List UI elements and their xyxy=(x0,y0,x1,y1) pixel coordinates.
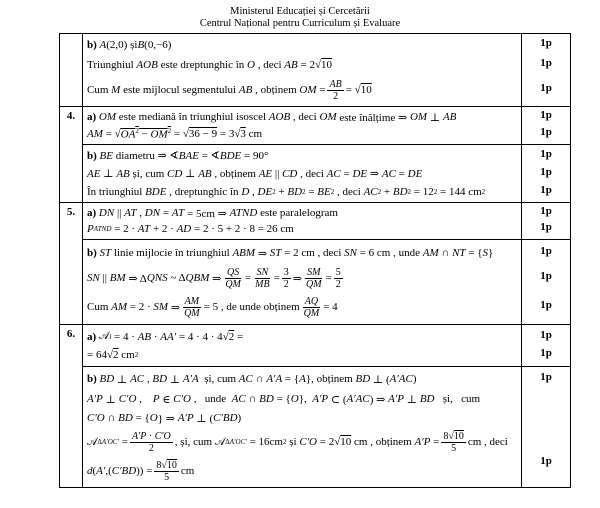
answer-line: d ( A′ ,( C′BD )) = $\frac{8√10}{5}$ cm xyxy=(87,459,195,483)
points-label: 1p xyxy=(540,109,552,121)
points-cell xyxy=(522,203,571,240)
header-ministry: Ministerul Educației și Cercetării xyxy=(230,6,370,17)
table-row xyxy=(60,325,571,367)
problem-number xyxy=(60,34,83,107)
answer-line: = 64√ 2 cm 2 xyxy=(87,349,139,361)
answer-cell xyxy=(83,107,522,145)
points-cell xyxy=(522,107,571,145)
problem-number: 5. xyxy=(60,203,83,325)
points-label: 1p xyxy=(540,205,552,217)
points-cell xyxy=(522,240,571,325)
points-cell xyxy=(522,34,571,107)
table-row xyxy=(60,240,571,325)
answer-cell xyxy=(83,367,522,488)
points-label: 1p xyxy=(540,270,552,282)
answer-line: 𝒜 ΔA′OC′ = $\frac{A'P \cdot C'O}{2}$ , și, cum 𝒜 ΔA′OC′ = 16cm 2 și C′O = 2√ 10 cm , obținem A′P = $\frac{8√10}{5}$ cm , deci xyxy=(87,430,508,454)
answer-line: AE ⊥ AB și, cum CD ⊥ AB , obținem AE || CD , deci AC = DE ⇒ AC = DE xyxy=(87,167,423,180)
points-label: 1p xyxy=(540,245,552,257)
table-row xyxy=(60,34,571,107)
table-row xyxy=(60,367,571,488)
answer-line: AM = √ $OA^2 - OM^2$ = √ 36 − 9 = 3√ 3 cm xyxy=(87,126,263,141)
problem-number: 6. xyxy=(60,325,83,488)
table-row xyxy=(60,145,571,203)
answer-line: a) 𝒜 l = 4 · AB · AA′ = 4 · 4 · 4√ 2 = xyxy=(87,330,244,343)
answer-cell xyxy=(83,145,522,203)
points-label: 1p xyxy=(540,455,552,467)
points-label: 1p xyxy=(540,347,552,359)
answer-line: b) BE diametru ⇒ ∢ BAE = ∢ BDE = 90° xyxy=(87,149,269,162)
points-label: 1p xyxy=(540,37,552,49)
header-center: Centrul Național pentru Curriculum și Evaluare xyxy=(199,18,401,29)
answer-cell xyxy=(83,240,522,325)
answer-line: Cum AM = 2 · SM ⇒ $\frac{AM}{QM}$ = 5 , de unde obținem $\frac{AQ}{QM}$ = 4 xyxy=(87,295,338,319)
answer-line: SN || BM ⇒ Δ QNS ~ Δ QBM ⇒ $\frac{QS}{QM}$ = $\frac{SN}{MB}$ = $\frac{3}{2}$ ⇒ $\frac{SM}{QM}$ = $\frac{5}{2}$ xyxy=(87,266,341,290)
answer-line: În triunghiul BDE , dreptunghic în D , DE 2 + BD 2 = BE 2 , deci AC 2 + BD 2 = 12 2 = 144 cm 2 xyxy=(87,185,486,198)
answer-line: P ATND = 2 · AT + 2 · AD = 2 · 5 + 2 · 8 = 26 cm xyxy=(87,223,294,235)
document-header xyxy=(0,6,600,30)
points-cell xyxy=(522,145,571,203)
answer-line: Cum M este mijlocul segmentului AB , obținem OM = $\frac{AB}{2}$ = √ 10 xyxy=(87,78,372,102)
points-label xyxy=(522,407,570,425)
answer-cell xyxy=(83,325,522,367)
points-label: 1p xyxy=(540,328,552,341)
answer-line: Triunghiul AOB este dreptunghic în O , deci AB = 2√ 10 xyxy=(87,59,332,71)
table-row xyxy=(60,203,571,240)
problem-number: 4. xyxy=(60,107,83,203)
points-label: 1p xyxy=(540,371,552,383)
answer-line: a) DN || AT , DN = AT = 5cm ⇒ ATND este paralelogram xyxy=(87,207,338,220)
answer-line: b) ST linie mijlocie în triunghiul ABM ⇒ ST = 2 cm , deci SN = 6 cm , unde AM ∩ NT = { S } xyxy=(87,247,494,260)
answer-line: C′O ∩ BD = { O } ⇒ A′P ⊥ ( C′BD ) xyxy=(87,412,242,425)
answer-cell xyxy=(83,203,522,240)
points-label xyxy=(522,425,570,455)
table-row xyxy=(60,107,571,145)
grading-table xyxy=(59,33,571,488)
answer-cell xyxy=(83,34,522,107)
points-label: 1p xyxy=(540,299,552,311)
points-label xyxy=(522,387,570,407)
answer-line: a) OM este mediană în triunghiul isoscel AOB , deci OM este înălțime ⇒ OM ⊥ AB xyxy=(87,111,457,124)
answer-line: A′P ⊥ C′O , P ∈ C′O , unde AC ∩ BD = { O }, A′P ⊂ ( A′AC ) ⇒ A′P ⊥ BD și, cum xyxy=(87,393,481,406)
points-label: 1p xyxy=(540,82,552,94)
answer-line: b) BD ⊥ AC , BD ⊥ A′A și, cum AC ∩ A′A = { A }, obținem BD ⊥ ( A′AC ) xyxy=(87,373,417,386)
points-label: 1p xyxy=(540,57,552,69)
points-label: 1p xyxy=(540,221,552,233)
points-label: 1p xyxy=(540,165,552,178)
points-cell xyxy=(522,367,571,488)
answer-line: b) A (2,0) și B (0,−6) xyxy=(87,39,172,51)
points-label: 1p xyxy=(540,183,552,196)
points-cell xyxy=(522,325,571,367)
points-label: 1p xyxy=(540,125,552,138)
points-label: 1p xyxy=(540,147,552,160)
